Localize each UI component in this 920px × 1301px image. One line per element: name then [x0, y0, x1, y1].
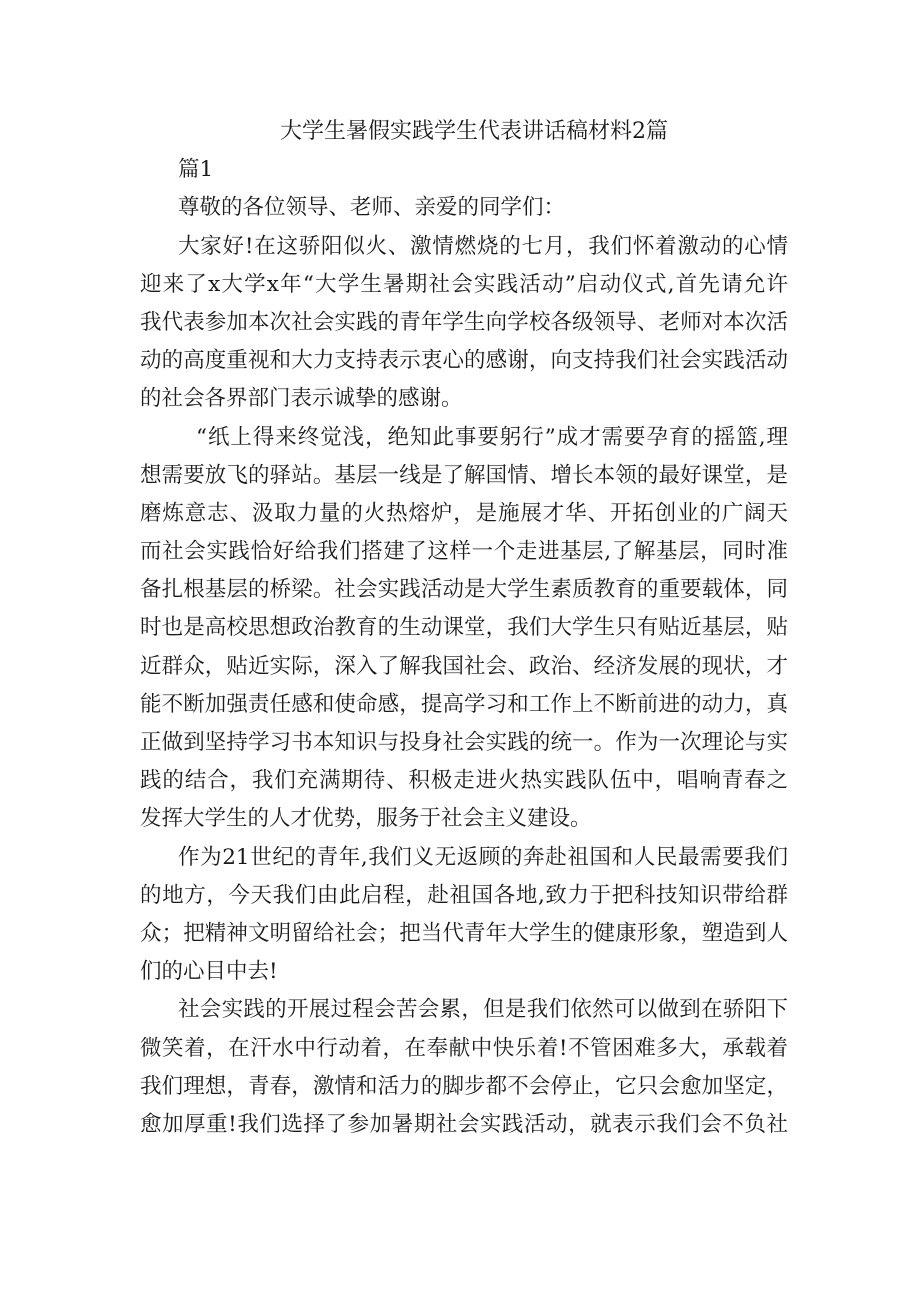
paragraph: [140, 228, 788, 419]
document-title: 大学生暑假实践学生代表讲话稿材料2篇: [280, 119, 668, 144]
paragraph: [140, 419, 788, 839]
paragraph-line: 们的心目中去!: [140, 959, 278, 985]
paragraph-line: 而社会实践恰好给我们搭建了这样一个走进基层,了解基层，同时准: [140, 539, 788, 565]
paragraph-line: 能不断加强责任感和使命感，提高学习和工作上不断前进的动力，真: [140, 691, 788, 717]
paragraph-line: 作为21世纪的青年,我们义无返顾的奔赴祖国和人民最需要我们: [178, 844, 788, 870]
paragraph-line: 我们理想，青春，激情和活力的脚步都不会停止，它只会愈加坚定，: [140, 1073, 788, 1099]
paragraph-line: 大家好!在这骄阳似火、激情燃烧的七月，我们怀着激动的心情: [178, 233, 788, 259]
paragraph-line: 微笑着，在汗水中行动着，在奉献中快乐着!不管困难多大，承载着: [140, 1035, 788, 1061]
paragraph-line: “纸上得来终觉浅，绝知此事要躬行”成才需要孕育的摇篮,理: [196, 424, 788, 450]
paragraph-line: 社会实践的开展过程会苦会累，但是我们依然可以做到在骄阳下: [178, 997, 788, 1023]
section-heading: 篇1: [178, 157, 214, 183]
paragraph-line: 众；把精神文明留给社会；把当代青年大学生的健康形象，塑造到人: [140, 920, 788, 946]
paragraph-line: 践的结合，我们充满期待、积极走进火热实践队伍中，唱响青春之: [140, 768, 788, 794]
paragraph-line: 愈加厚重!我们选择了参加暑期社会实践活动，就表示我们会不负社: [140, 1111, 788, 1137]
paragraph-line: 的社会各界部门表示诚挚的感谢。: [140, 386, 463, 412]
paragraph-line: 磨炼意志、汲取力量的火热熔炉，是施展才华、开拓创业的广阔天: [140, 500, 788, 526]
paragraph-line: 迎来了x大学x年“大学生暑期社会实践活动”启动仪式,首先请允许: [140, 271, 788, 297]
paragraph-line: 备扎根基层的桥梁。社会实践活动是大学生素质教育的重要载体，同: [140, 577, 788, 603]
document-body: [140, 113, 788, 1144]
paragraph-line: 想需要放飞的驿站。基层一线是了解国情、增长本领的最好课堂，是: [140, 462, 788, 488]
salutation: 尊敬的各位领导、老师、亲爱的同学们：: [178, 195, 566, 221]
paragraph-line: 发挥大学生的人才优势，服务于社会主义建设。: [140, 806, 592, 832]
paragraph-line: 动的高度重视和大力支持表示衷心的感谢，向支持我们社会实践活动: [140, 348, 788, 374]
paragraph-line: 近群众，贴近实际，深入了解我国社会、政治、经济发展的现状，才: [140, 653, 788, 679]
paragraph-line: 我代表参加本次社会实践的青年学生向学校各级领导、老师对本次活: [140, 309, 788, 335]
paragraph-line: 时也是高校思想政治教育的生动课堂，我们大学生只有贴近基层，贴: [140, 615, 788, 641]
paragraph: [140, 839, 788, 992]
paragraph-line: 的地方，今天我们由此启程，赴祖国各地,致力于把科技知识带给群: [140, 882, 788, 908]
paragraph: [140, 991, 788, 1144]
paragraph-line: 正做到坚持学习书本知识与投身社会实践的统一。作为一次理论与实: [140, 730, 788, 755]
